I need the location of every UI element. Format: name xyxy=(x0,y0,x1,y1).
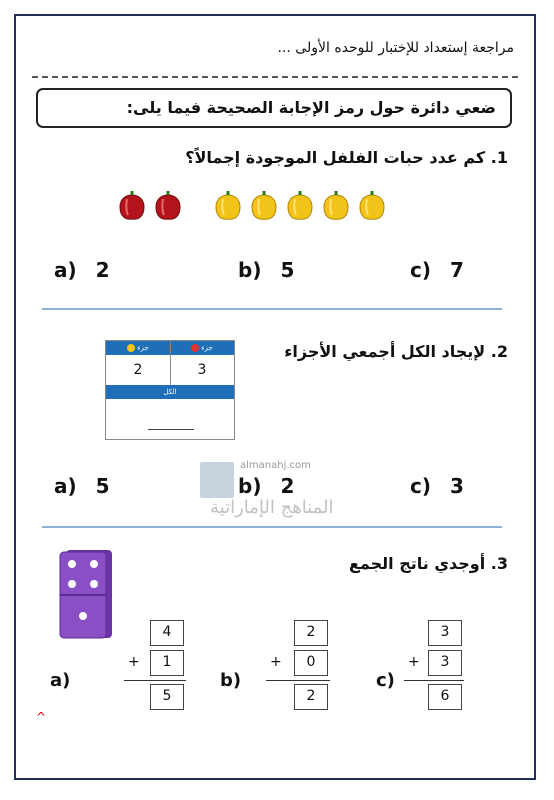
addend-top-a: 4 xyxy=(150,620,184,646)
table-cell-left: 2 xyxy=(133,362,143,378)
part-whole-table xyxy=(105,340,235,440)
option-letter: a) xyxy=(54,258,77,282)
sum-box-c[interactable]: 6 xyxy=(428,684,462,710)
part-label: جزء xyxy=(201,344,213,352)
yellow-pepper-icon xyxy=(358,191,386,221)
option-letter: b) xyxy=(238,474,262,498)
red-pepper-icon xyxy=(118,191,146,221)
q2-number: 2. xyxy=(490,342,508,361)
yellow-pepper-icon xyxy=(286,191,314,221)
sum-box-b[interactable]: 2 xyxy=(294,684,328,710)
caret-mark: ^ xyxy=(36,710,47,724)
domino-icon xyxy=(58,550,114,640)
watermark-logo xyxy=(200,462,234,498)
addend-bottom-a: 1 xyxy=(150,650,184,676)
sum-line xyxy=(404,680,464,681)
red-pepper-icon xyxy=(154,191,182,221)
q1-number: 1. xyxy=(490,148,508,167)
q3-title xyxy=(349,554,508,573)
yellow-pepper-icon xyxy=(250,191,278,221)
section-separator xyxy=(42,308,502,310)
section-separator xyxy=(42,526,502,528)
option-letter: b) xyxy=(238,258,262,282)
q1-option-a[interactable] xyxy=(54,258,110,282)
option-value: 3 xyxy=(449,474,464,498)
q2-option-a[interactable] xyxy=(54,474,110,498)
q3-letter-c: c) xyxy=(376,670,395,691)
sum-line xyxy=(266,680,330,681)
table-header-right xyxy=(170,341,234,355)
plus-sign: + xyxy=(128,654,140,670)
yellow-pepper-icon xyxy=(322,191,350,221)
option-value: 5 xyxy=(95,474,110,498)
addend-bottom-b: 0 xyxy=(294,650,328,676)
option-letter: c) xyxy=(410,258,431,282)
q1-option-c[interactable] xyxy=(410,258,464,282)
sum-box-a[interactable]: 5 xyxy=(150,684,184,710)
q3-letter-a: a) xyxy=(50,670,71,691)
yellow-pepper-icon xyxy=(214,191,242,221)
option-value: 2 xyxy=(280,474,295,498)
whole-label: الكل xyxy=(106,385,234,399)
watermark-text: المناهج الإماراتية xyxy=(210,497,334,518)
table-cell-right: 3 xyxy=(197,362,207,378)
instruction-text: ضعي دائرة حول رمز الإجابة الصحيحة فيما يلى: xyxy=(126,98,496,117)
worksheet-title: مراجعة إستعداد للإختبار للوحده الأولى ... xyxy=(277,40,514,56)
q2-title xyxy=(284,342,508,361)
table-header-left xyxy=(106,341,170,355)
red-dot-icon xyxy=(191,344,199,352)
option-letter: c) xyxy=(410,474,431,498)
addend-top-c: 3 xyxy=(428,620,462,646)
sum-line xyxy=(124,680,186,681)
plus-sign: + xyxy=(408,654,420,670)
q2-option-c[interactable] xyxy=(410,474,464,498)
q2-text: لإيجاد الكل أجمعي الأجزاء xyxy=(284,342,486,361)
yellow-dot-icon xyxy=(127,344,135,352)
q1-title xyxy=(185,148,508,167)
plus-sign: + xyxy=(270,654,282,670)
instruction-box xyxy=(36,88,512,128)
table-divider xyxy=(170,341,171,385)
q3-text: أوجدي ناتج الجمع xyxy=(348,554,486,573)
addend-bottom-c: 3 xyxy=(428,650,462,676)
option-value: 7 xyxy=(449,258,464,282)
q1-option-b[interactable] xyxy=(238,258,294,282)
q3-number: 3. xyxy=(490,554,508,573)
answer-blank-line[interactable] xyxy=(148,429,194,430)
part-label: جزء xyxy=(137,344,149,352)
q1-text: كم عدد حبات الفلفل الموجودة إجمالاً؟ xyxy=(185,148,486,167)
watermark-url: almanahj.com xyxy=(240,460,311,471)
dashed-divider xyxy=(32,76,518,78)
q2-option-b[interactable] xyxy=(238,474,294,498)
option-value: 2 xyxy=(95,258,110,282)
option-letter: a) xyxy=(54,474,77,498)
q3-letter-b: b) xyxy=(220,670,242,691)
option-value: 5 xyxy=(280,258,295,282)
addend-top-b: 2 xyxy=(294,620,328,646)
